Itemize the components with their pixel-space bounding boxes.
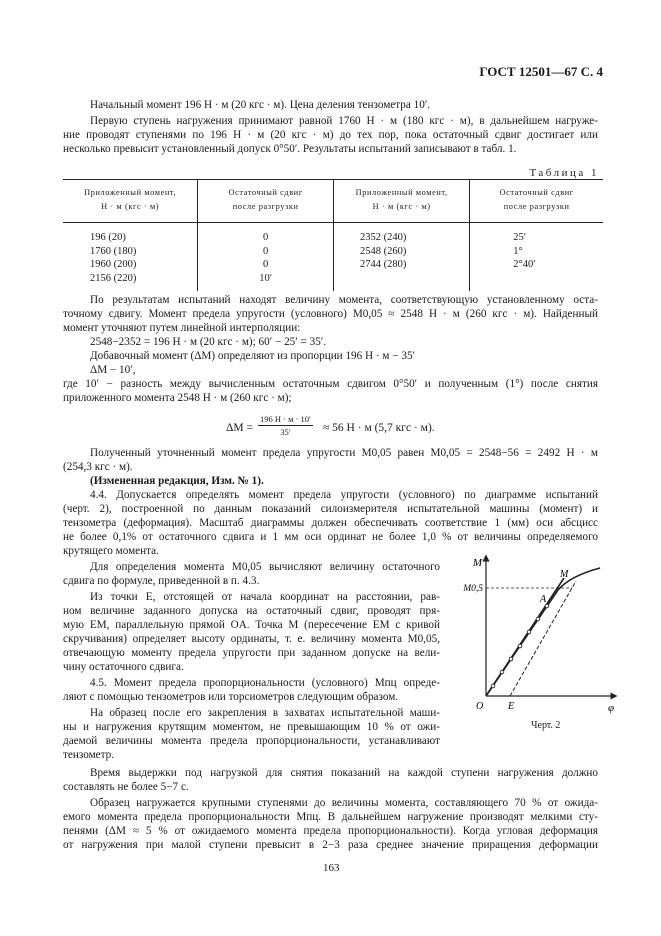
left-d-line-4: тензометр. [63,749,115,761]
tail-line-5: пенями (ΔM ≈ 5 % от ожидаемого момента предела пропорциональности). Когда угловая деформация [63,825,598,837]
tail-line-4: емого момента предела пропорциональности Mпц. В дальнейшем нагружение производят мелкими сту- [63,811,598,823]
left-a-line-1: Для определения момента M0,05 вычисляют величину остаточного [90,561,440,573]
left-b-line-3: мую EM, параллельную прямой OA. Точка M (пересечение EM с кривой [63,619,440,631]
clause-4-4-line-2: (черт. 2), построенной по данным показаний силоизмерителя испытательной машины (момент) и [63,503,598,515]
table-header-moment-2: Приложенный момент, Н · м (кгс · м) [334,180,470,223]
left-b-line-5: отвечающую моменту предела упругости при заданном допуске на вели- [63,647,440,659]
intro-line-3: ние проводят ступенями по 196 Н · м (20 кгс · м) до тех пор, пока остаточный сдвиг достигает или [63,129,598,141]
table-col-moment-2: 2352 (240) 2548 (260) 2744 (280) [334,223,470,292]
label-a: A [540,594,547,605]
formula-fraction [258,413,313,438]
body-line-4: 2548−2352 = 196 Н · м (20 кгс · м); 60′ − 25′ = 35′. [90,336,327,348]
left-d-line-2: ны и нагружения крутящим моментом, не превышающим 10 % от ожи- [63,721,440,733]
after-line-1: Полученный уточненный момент предела упругости M0,05 равен M0,05 = 2548−56 = 2492 Н · м [90,447,598,459]
body-line-5: Добавочный момент (ΔM) определяют из пропорции 196 Н · м − 35′ [90,350,416,362]
intro-line-4: несколько превысит установленный допуск 0°50′. Результаты испытаний записывают в табл. 1. [63,143,517,155]
table-col-shift-2: 25′ 1° 2°40′ [513,232,536,270]
body-line-2: точному сдвигу. Момент предела упругости (условного) M0,05 ≈ 2548 Н · м (260 кгс · м). Найденный [63,308,598,320]
clause-4-4-line-1: 4.4. Допускается определять момент предела упругости (условного) по диаграмме испытаний [90,489,598,501]
results-table [63,179,603,291]
left-a-line-2: сдвига по формуле, приведенной в п. 4.3. [63,575,260,587]
figure-caption: Черт. 2 [531,720,561,731]
left-b-line-6: чину остаточного сдвига. [63,661,184,673]
table-header-shift-1: Остаточный сдвиг после разгрузки [198,180,334,223]
tail-line-3: Образец нагружается крупными ступенями до величины момента, составляющего 70 % от ожида- [90,797,598,809]
clause-4-5-line-2: ляют с помощью тензометров или торсиометров следующим образом. [63,691,399,703]
tail-line-1: Время выдержки под нагрузкой для снятия показаний на каждой ступени нагружения должно [90,767,598,779]
label-m005: M0,5 [463,584,483,594]
clause-4-4-line-5: крутящего момента. [63,545,159,557]
body-line-3: момент уточняют путем линейной интерполяции: [63,322,301,334]
intro-line-1: Начальный момент 196 Н · м (20 кгс · м). Цена деления тензометра 10′. [90,99,431,111]
body-line-7: где 10′ − разность между вычисленным остаточным сдвигом 0°50′ и полученным (1°) после снятия [63,378,598,390]
body-line-6: ΔM − 10′, [90,364,136,376]
label-m-point: M [560,569,569,580]
label-m-axis: M [472,557,482,569]
body-line-8: приложенного момента 2548 Н · м (260 кгс · м); [63,392,292,404]
left-d-line-1: На образец после его закрепления в захватах испытательной маши- [90,707,440,719]
tail-line-2: составлять не более 5−7 с. [63,781,189,793]
formula-denominator: 35′ [280,427,291,437]
clause-4-4-line-4: не более 0,1% от остаточного сдвига и 1 мм оси ординат не более 1,0 % от величины определяемого [63,531,598,543]
table-col-shift-1: 0 0 0 10′ [198,223,334,292]
left-b-line-4: скручивания) определяет высоту ординаты, т. е. величину момента M0,05, [63,633,440,645]
label-e: E [508,701,515,712]
left-b-line-2: ном величине заданного допуска на остаточный сдвиг, проводят пря- [63,605,440,617]
table-header-shift-2: Остаточный сдвиг после разгрузки [470,180,603,223]
formula-numerator: 196 Н · м · 10′ [260,414,311,424]
clause-4-4-line-3: тензометра (деформация). Масштаб диаграммы должен обеспечивать соответствие 1 (мм) оси абсцисс [63,517,598,529]
torsion-curve [486,568,600,696]
table-caption: Таблица 1 [529,167,599,179]
amendment-note: (Измененная редакция, Изм. № 1). [90,475,264,487]
table-col-moment-1: 196 (20) 1760 (180) 1960 (200) 2156 (220) [63,223,198,292]
page-header: ГОСТ 12501—67 С. 4 [479,64,603,79]
formula-rhs: ≈ 56 Н · м (5,7 кгс · м). [323,422,435,434]
label-phi: φ [608,702,615,714]
after-line-2: (254,3 кгс · м). [63,461,133,473]
clause-4-5-line-1: 4.5. Момент предела пропорциональности (условного) Mпц опреде- [90,677,440,689]
diagram-fig2 [463,548,622,733]
label-o: O [476,701,484,712]
page-number: 163 [323,862,340,874]
tail-line-6: от нагружения при малой ступени превысит в 2−3 раза среднее значение приращения деформации [63,839,598,851]
intro-line-2: Первую ступень нагружения принимают равной 1760 Н · м (180 кгс · м), в дальнейшем нагруже- [90,115,598,127]
table-header-moment-1: Приложенный момент, Н · м (кгс · м) [63,180,198,223]
left-b-line-1: Из точки E, отстоящей от начала координат на расстоянии, рав- [90,591,440,603]
body-line-1: По результатам испытаний находят величину момента, соответствующую установленному оста- [90,294,598,306]
formula-lhs: ΔM = [226,422,253,434]
left-d-line-3: даемой величины момента предела пропорциональности, устанавливают [63,735,440,747]
